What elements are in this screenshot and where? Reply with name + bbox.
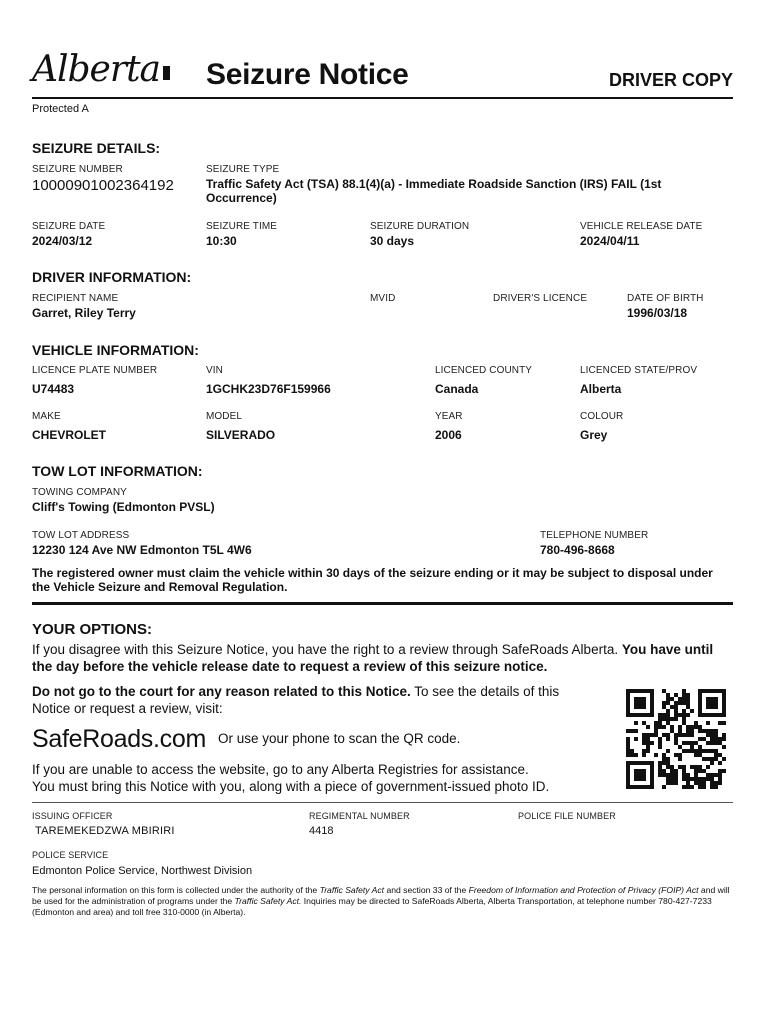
court-warning-text: Do not go to the court for any reason related to this Notice. xyxy=(32,684,411,699)
seizure-duration: 30 days xyxy=(370,234,415,248)
qr-code[interactable] xyxy=(626,689,726,789)
year-label: YEAR xyxy=(435,411,463,422)
vehicle-info-heading: VEHICLE INFORMATION: xyxy=(32,342,199,358)
model-label: MODEL xyxy=(206,411,243,422)
page-title: Seizure Notice xyxy=(206,58,409,91)
seizure-type: Traffic Safety Act (TSA) 88.1(4)(a) - Immediate Roadside Sanction (IRS) FAIL (1st Occurrence) xyxy=(206,177,662,205)
tow-lot-heading: TOW LOT INFORMATION: xyxy=(32,463,203,479)
officer-rule xyxy=(32,802,733,803)
vin: 1GCHK23D76F159966 xyxy=(206,382,331,396)
alberta-logo-mark xyxy=(163,66,170,80)
police-service: Edmonton Police Service, Northwest Division xyxy=(32,865,253,877)
review-rights-text: If you disagree with this Seizure Notice, you have the right to a review through SafeRoads Alberta. xyxy=(32,642,619,657)
privacy-act-2: Freedom of Information and Protection of Privacy (FOIP) Act xyxy=(468,885,699,895)
police-file-number-label: POLICE FILE NUMBER xyxy=(518,811,616,821)
seizure-time: 10:30 xyxy=(206,234,237,248)
licenced-state: Alberta xyxy=(580,382,622,396)
police-service-label: POLICE SERVICE xyxy=(32,850,109,860)
release-date: 2024/04/11 xyxy=(580,234,640,248)
vin-label: VIN xyxy=(206,365,223,376)
saferoads-link[interactable]: SafeRoads.com xyxy=(32,725,206,753)
plate-label: LICENCE PLATE NUMBER xyxy=(32,365,158,376)
regimental-number-label: REGIMENTAL NUMBER xyxy=(309,811,410,821)
privacy-text-2: and section 33 of the xyxy=(384,885,469,895)
tow-lot-address: 12230 124 Ave NW Edmonton T5L 4W6 xyxy=(32,543,252,557)
drivers-licence-label: DRIVER'S LICENCE xyxy=(493,293,588,304)
review-deadline-text: You have until the day before the vehicle release date to request a review of this seizure notice. xyxy=(32,642,714,674)
visit-text: To see the details of this Notice or request a review, visit: xyxy=(32,684,560,716)
colour-label: COLOUR xyxy=(580,411,624,422)
tow-phone: 780-496-8668 xyxy=(540,543,615,557)
driver-info-heading: DRIVER INFORMATION: xyxy=(32,269,192,285)
seizure-details-heading: SEIZURE DETAILS: xyxy=(32,140,161,156)
year: 2006 xyxy=(435,428,462,442)
seizure-type-label: SEIZURE TYPE xyxy=(206,164,280,175)
options-rule xyxy=(32,602,733,605)
privacy-text-3: and will be used for the administration of programs under the xyxy=(32,885,730,906)
seizure-date: 2024/03/12 xyxy=(32,234,93,248)
court-warning-paragraph xyxy=(32,683,592,717)
licenced-state-label: LICENCED STATE/PROV xyxy=(580,365,698,376)
privacy-act-1: Traffic Safety Act xyxy=(319,885,385,895)
header-rule xyxy=(32,97,733,99)
make-label: MAKE xyxy=(32,411,61,422)
release-date-label: VEHICLE RELEASE DATE xyxy=(580,221,703,232)
make: CHEVROLET xyxy=(32,428,107,442)
date-of-birth: 1996/03/18 xyxy=(627,306,688,320)
copy-label: DRIVER COPY xyxy=(608,70,733,90)
qr-hint: Or use your phone to scan the QR code. xyxy=(218,731,461,746)
seizure-duration-label: SEIZURE DURATION xyxy=(370,221,470,232)
issuing-officer: TAREMEKEDZWA MBIRIRI xyxy=(35,825,175,837)
recipient-name-label: RECIPIENT NAME xyxy=(32,293,119,304)
seizure-date-label: SEIZURE DATE xyxy=(32,221,106,232)
seizure-number-label: SEIZURE NUMBER xyxy=(32,164,123,175)
date-of-birth-label: DATE OF BIRTH xyxy=(627,293,704,304)
photo-id-text: You must bring this Notice with you, along with a piece of government-issued photo ID. xyxy=(32,779,550,794)
model: SILVERADO xyxy=(206,428,276,442)
privacy-text-1: The personal information on this form is collected under the authority of the xyxy=(32,885,320,895)
plate-number: U74483 xyxy=(32,382,75,396)
issuing-officer-label: ISSUING OFFICER xyxy=(32,811,113,821)
alberta-logo-text: Alberta xyxy=(32,49,160,90)
privacy-notice xyxy=(32,885,733,918)
tow-phone-label: TELEPHONE NUMBER xyxy=(540,530,649,541)
alberta-logo xyxy=(32,48,170,92)
tow-lot-address-label: TOW LOT ADDRESS xyxy=(32,530,130,541)
towing-company: Cliff's Towing (Edmonton PVSL) xyxy=(32,500,215,514)
recipient-name: Garret, Riley Terry xyxy=(32,306,136,320)
licenced-county-label: LICENCED COUNTY xyxy=(435,365,533,376)
towing-company-label: TOWING COMPANY xyxy=(32,487,127,498)
privacy-text-4: Inquiries may be directed to SafeRoads Alberta, Alberta Transportation, at telephone number 780-427-7233 (Edmonton and area) and toll free 310-0000 (in Alberta). xyxy=(32,896,712,917)
regimental-number: 4418 xyxy=(309,825,334,837)
seizure-time-label: SEIZURE TIME xyxy=(206,221,278,232)
seizure-number: 10000901002364192 xyxy=(32,177,174,194)
licenced-county: Canada xyxy=(435,382,479,396)
colour: Grey xyxy=(580,428,608,442)
registries-text: If you are unable to access the website, go to any Alberta Registries for assistance. xyxy=(32,762,529,777)
privacy-act-3: Traffic Safety Act. xyxy=(234,896,302,906)
owner-claim-notice: The registered owner must claim the vehicle within 30 days of the seizure ending or it may be subject to disposal under the Vehicle Seizure and Removal Regulation. xyxy=(32,566,713,594)
mvid-label: MVID xyxy=(370,293,396,304)
review-rights-paragraph xyxy=(32,641,732,675)
your-options-heading: YOUR OPTIONS: xyxy=(32,621,153,638)
protected-label: Protected A xyxy=(32,103,89,115)
